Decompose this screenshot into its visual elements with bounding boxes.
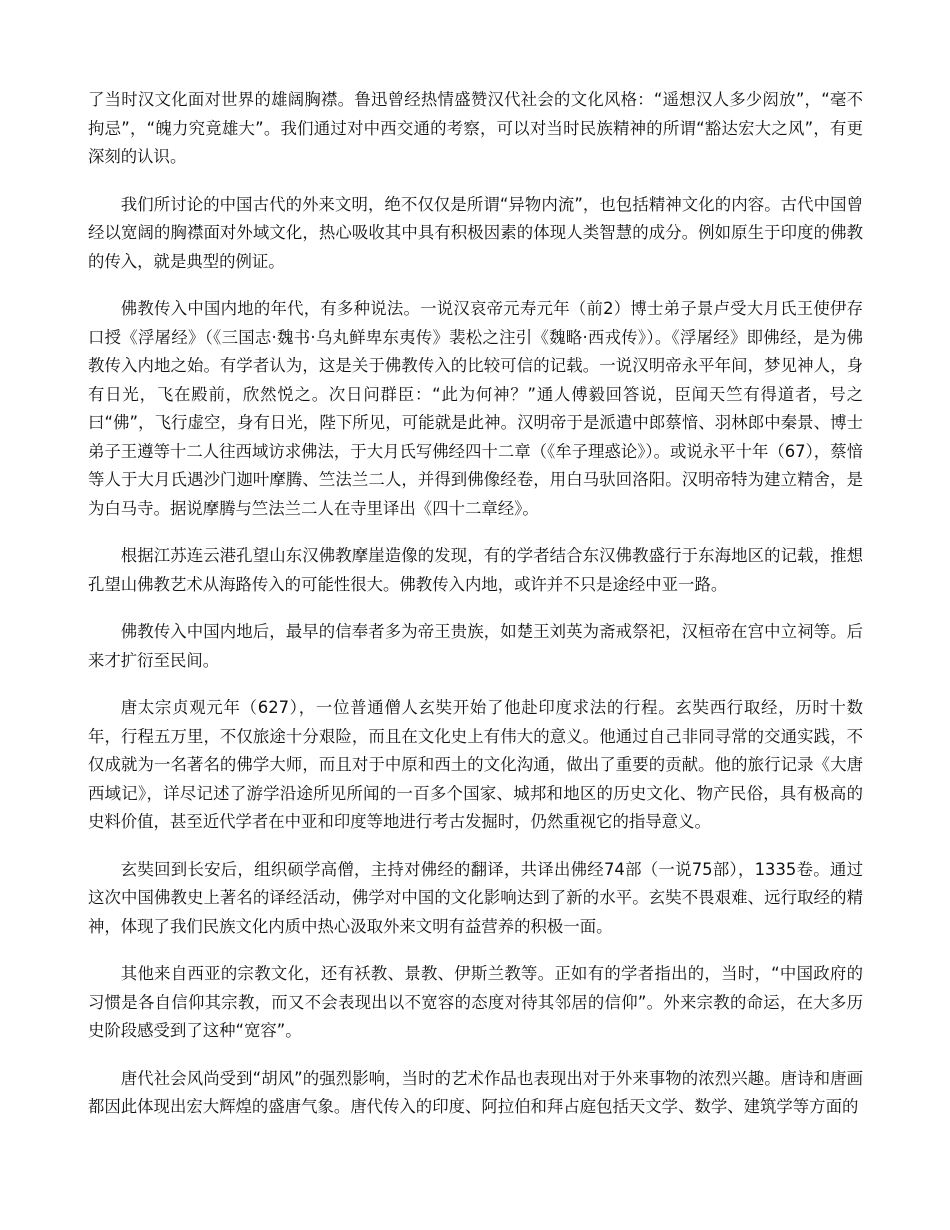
paragraph-han-culture: 了当时汉文化面对世界的雄阔胸襟。鲁迅曾经热情盛赞汉代社会的文化风格：“遥想汉人多少闳放”，“毫不拘忌”，“魄力究竟雄大”。我们通过对中西交通的考察，可以对当时民族精神的所谓“豁达宏大之风”，有更深刻的认识。 — [88, 90, 863, 166]
document-body — [88, 86, 863, 1141]
paragraph-kongwangshan: 根据江苏连云港孔望山东汉佛教摩崖造像的发现，有的学者结合东汉佛教盛行于东海地区的记载，推想孔望山佛教艺术从海路传入的可能性很大。佛教传入内地，或许并不只是途经中亚一路。 — [88, 546, 863, 594]
paragraph-tang-hufeng: 唐代社会风尚受到“胡风”的强烈影响，当时的艺术作品也表现出对于外来事物的浓烈兴趣。唐诗和唐画都因此体现出宏大辉煌的盛唐气象。唐代传入的印度、阿拉伯和拜占庭包括天文学、数学、建筑学等方面的 — [88, 1068, 863, 1116]
paragraph-foreign-civilization: 我们所讨论的中国古代的外来文明，绝不仅仅是所谓“异物内流”，也包括精神文化的内容。古代中国曾经以宽阔的胸襟面对外域文化，热心吸收其中具有积极因素的体现人类智慧的成分。例如原生于印度的佛教的传入，就是典型的例证。 — [88, 194, 863, 271]
paragraph-xuanzang-journey: 唐太宗贞观元年（627），一位普通僧人玄奘开始了他赴印度求法的行程。玄奘西行取经，历时十数年，行程五万里，不仅旅途十分艰险，而且在文化史上有伟大的意义。他通过自己非同寻常的交通实践，不仅成就为一名著名的佛学大师，而且对于中原和西土的文化沟通，做出了重要的贡献。他的旅行记录《大唐西域记》，详尽记述了游学沿途所见所闻的一百多个国家、城邦和地区的历史文化、物产民俗，具有极高的史料价值，甚至近代学者在中亚和印度等地进行考古发掘时，仍然重视它的指导意义。 — [88, 698, 863, 831]
paragraph-buddhism-arrival: 佛教传入中国内地的年代，有多种说法。一说汉哀帝元寿元年（前2）博士弟子景卢受大月氏王使伊存口授《浮屠经》（《三国志·魏书·乌丸鲜卑东夷传》裴松之注引《魏略·西戎传》）。《浮屠经》即佛经，是为佛教传入内地之始。有学者认为，这是关于佛教传入的比较可信的记载。一说汉明帝永平年间，梦见神人，身有日光，飞在殿前，欣然悦之。次日问群臣：“此为何神？”通人傅毅回答说，臣闻天竺有得道者，号之曰“佛”，飞行虚空，身有日光，陛下所见，可能就是此神。汉明帝于是派遣中郎蔡愔、羽林郎中秦景、博士弟子王遵等十二人往西域访求佛法，于大月氏写佛经四十二章（《牟子理惑论》）。或说永平十年（67），蔡愔等人于大月氏遇沙门迦叶摩腾、竺法兰二人，并得到佛像经卷，用白马驮回洛阳。汉明帝特为建立精舍，是为白马寺。据说摩腾与竺法兰二人在寺里译出《四十二章经》。 — [88, 299, 863, 518]
paragraph-other-religions: 其他来自西亚的宗教文化，还有袄教、景教、伊斯兰教等。正如有的学者指出的，当时，“中国政府的习惯是各自信仰其宗教，而又不会表现出以不宽容的态度对待其邻居的信仰”。外来宗教的命运，在大多历史阶段感受到了这种“宽容”。 — [88, 964, 863, 1040]
paragraph-xuanzang-translation: 玄奘回到长安后，组织硕学高僧，主持对佛经的翻译，共译出佛经74部（一说75部），1335卷。通过这次中国佛教史上著名的译经活动，佛学对中国的文化影响达到了新的水平。玄奘不畏艰难、远行取经的精神，体现了我们民族文化内质中热心汲取外来文明有益营养的积极一面。 — [88, 859, 863, 936]
paragraph-early-believers: 佛教传入中国内地后，最早的信奉者多为帝王贵族，如楚王刘英为斋戒祭祀，汉桓帝在宫中立祠等。后来才扩衍至民间。 — [88, 622, 863, 670]
